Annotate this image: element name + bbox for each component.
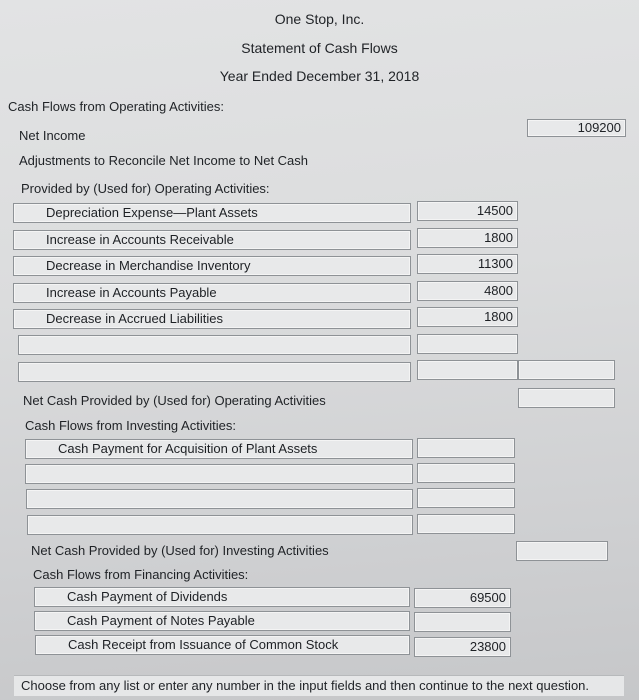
inv-row-4-amount-field[interactable] <box>417 514 515 534</box>
financing-heading: Cash Flows from Financing Activities: <box>33 567 249 582</box>
fin-row-2-amount-field[interactable] <box>414 612 511 632</box>
adjustments-label-line2: Provided by (Used for) Operating Activities: <box>21 181 270 196</box>
fin-row-2-label-select[interactable]: Cash Payment of Notes Payable <box>34 611 410 631</box>
op-row-4-amount-field[interactable]: 4800 <box>417 281 518 301</box>
op-row-3-label-select[interactable]: Decrease in Merchandise Inventory <box>13 256 411 276</box>
op-row-1-amount-field[interactable]: 14500 <box>417 201 518 221</box>
net-income-label: Net Income <box>19 128 86 143</box>
op-row-5-label-select[interactable]: Decrease in Accrued Liabilities <box>13 309 411 329</box>
statement-title: Statement of Cash Flows <box>241 40 398 56</box>
op-row-1-label-select[interactable]: Depreciation Expense—Plant Assets <box>13 203 411 223</box>
inv-row-2-label-select[interactable] <box>25 464 413 484</box>
inv-row-1-label-select[interactable]: Cash Payment for Acquisition of Plant Assets <box>25 439 413 459</box>
op-row-6-label-select[interactable] <box>18 335 411 355</box>
net-operating-label: Net Cash Provided by (Used for) Operating Activities <box>23 393 326 408</box>
net-investing-field[interactable] <box>516 541 608 561</box>
net-investing-label: Net Cash Provided by (Used for) Investing Activities <box>31 543 329 558</box>
op-row-2-amount-field[interactable]: 1800 <box>417 228 518 248</box>
op-row-7-amount-field[interactable] <box>417 360 518 380</box>
op-row-3-amount-field[interactable]: 11300 <box>417 254 518 274</box>
instruction-text: Choose from any list or enter any number in the input fields and then continue to the next question. <box>21 678 590 693</box>
inv-row-4-label-select[interactable] <box>27 515 413 535</box>
company-name: One Stop, Inc. <box>274 11 365 27</box>
net-operating-field[interactable] <box>518 388 615 408</box>
net-income-field[interactable]: 109200 <box>527 119 626 137</box>
operating-heading: Cash Flows from Operating Activities: <box>8 99 225 114</box>
op-row-7-label-select[interactable] <box>18 362 411 382</box>
inv-row-2-amount-field[interactable] <box>417 463 515 483</box>
inv-row-3-amount-field[interactable] <box>417 488 515 508</box>
fin-row-1-amount-field[interactable]: 69500 <box>414 588 511 608</box>
inv-row-3-label-select[interactable] <box>26 489 413 509</box>
statement-period: Year Ended December 31, 2018 <box>219 68 420 84</box>
fin-row-1-label-select[interactable]: Cash Payment of Dividends <box>34 587 410 607</box>
investing-heading: Cash Flows from Investing Activities: <box>25 418 236 433</box>
inv-row-1-amount-field[interactable] <box>417 438 515 458</box>
op-row-6-amount-field[interactable] <box>417 334 518 354</box>
op-row-4-label-select[interactable]: Increase in Accounts Payable <box>13 283 411 303</box>
fin-row-3-label-select[interactable]: Cash Receipt from Issuance of Common Stock <box>35 635 410 655</box>
fin-row-3-amount-field[interactable]: 23800 <box>414 637 511 657</box>
op-subtotal-field[interactable] <box>518 360 615 380</box>
op-row-5-amount-field[interactable]: 1800 <box>417 307 518 327</box>
adjustments-label-line1: Adjustments to Reconcile Net Income to Net Cash <box>19 153 309 168</box>
op-row-2-label-select[interactable]: Increase in Accounts Receivable <box>13 230 411 250</box>
